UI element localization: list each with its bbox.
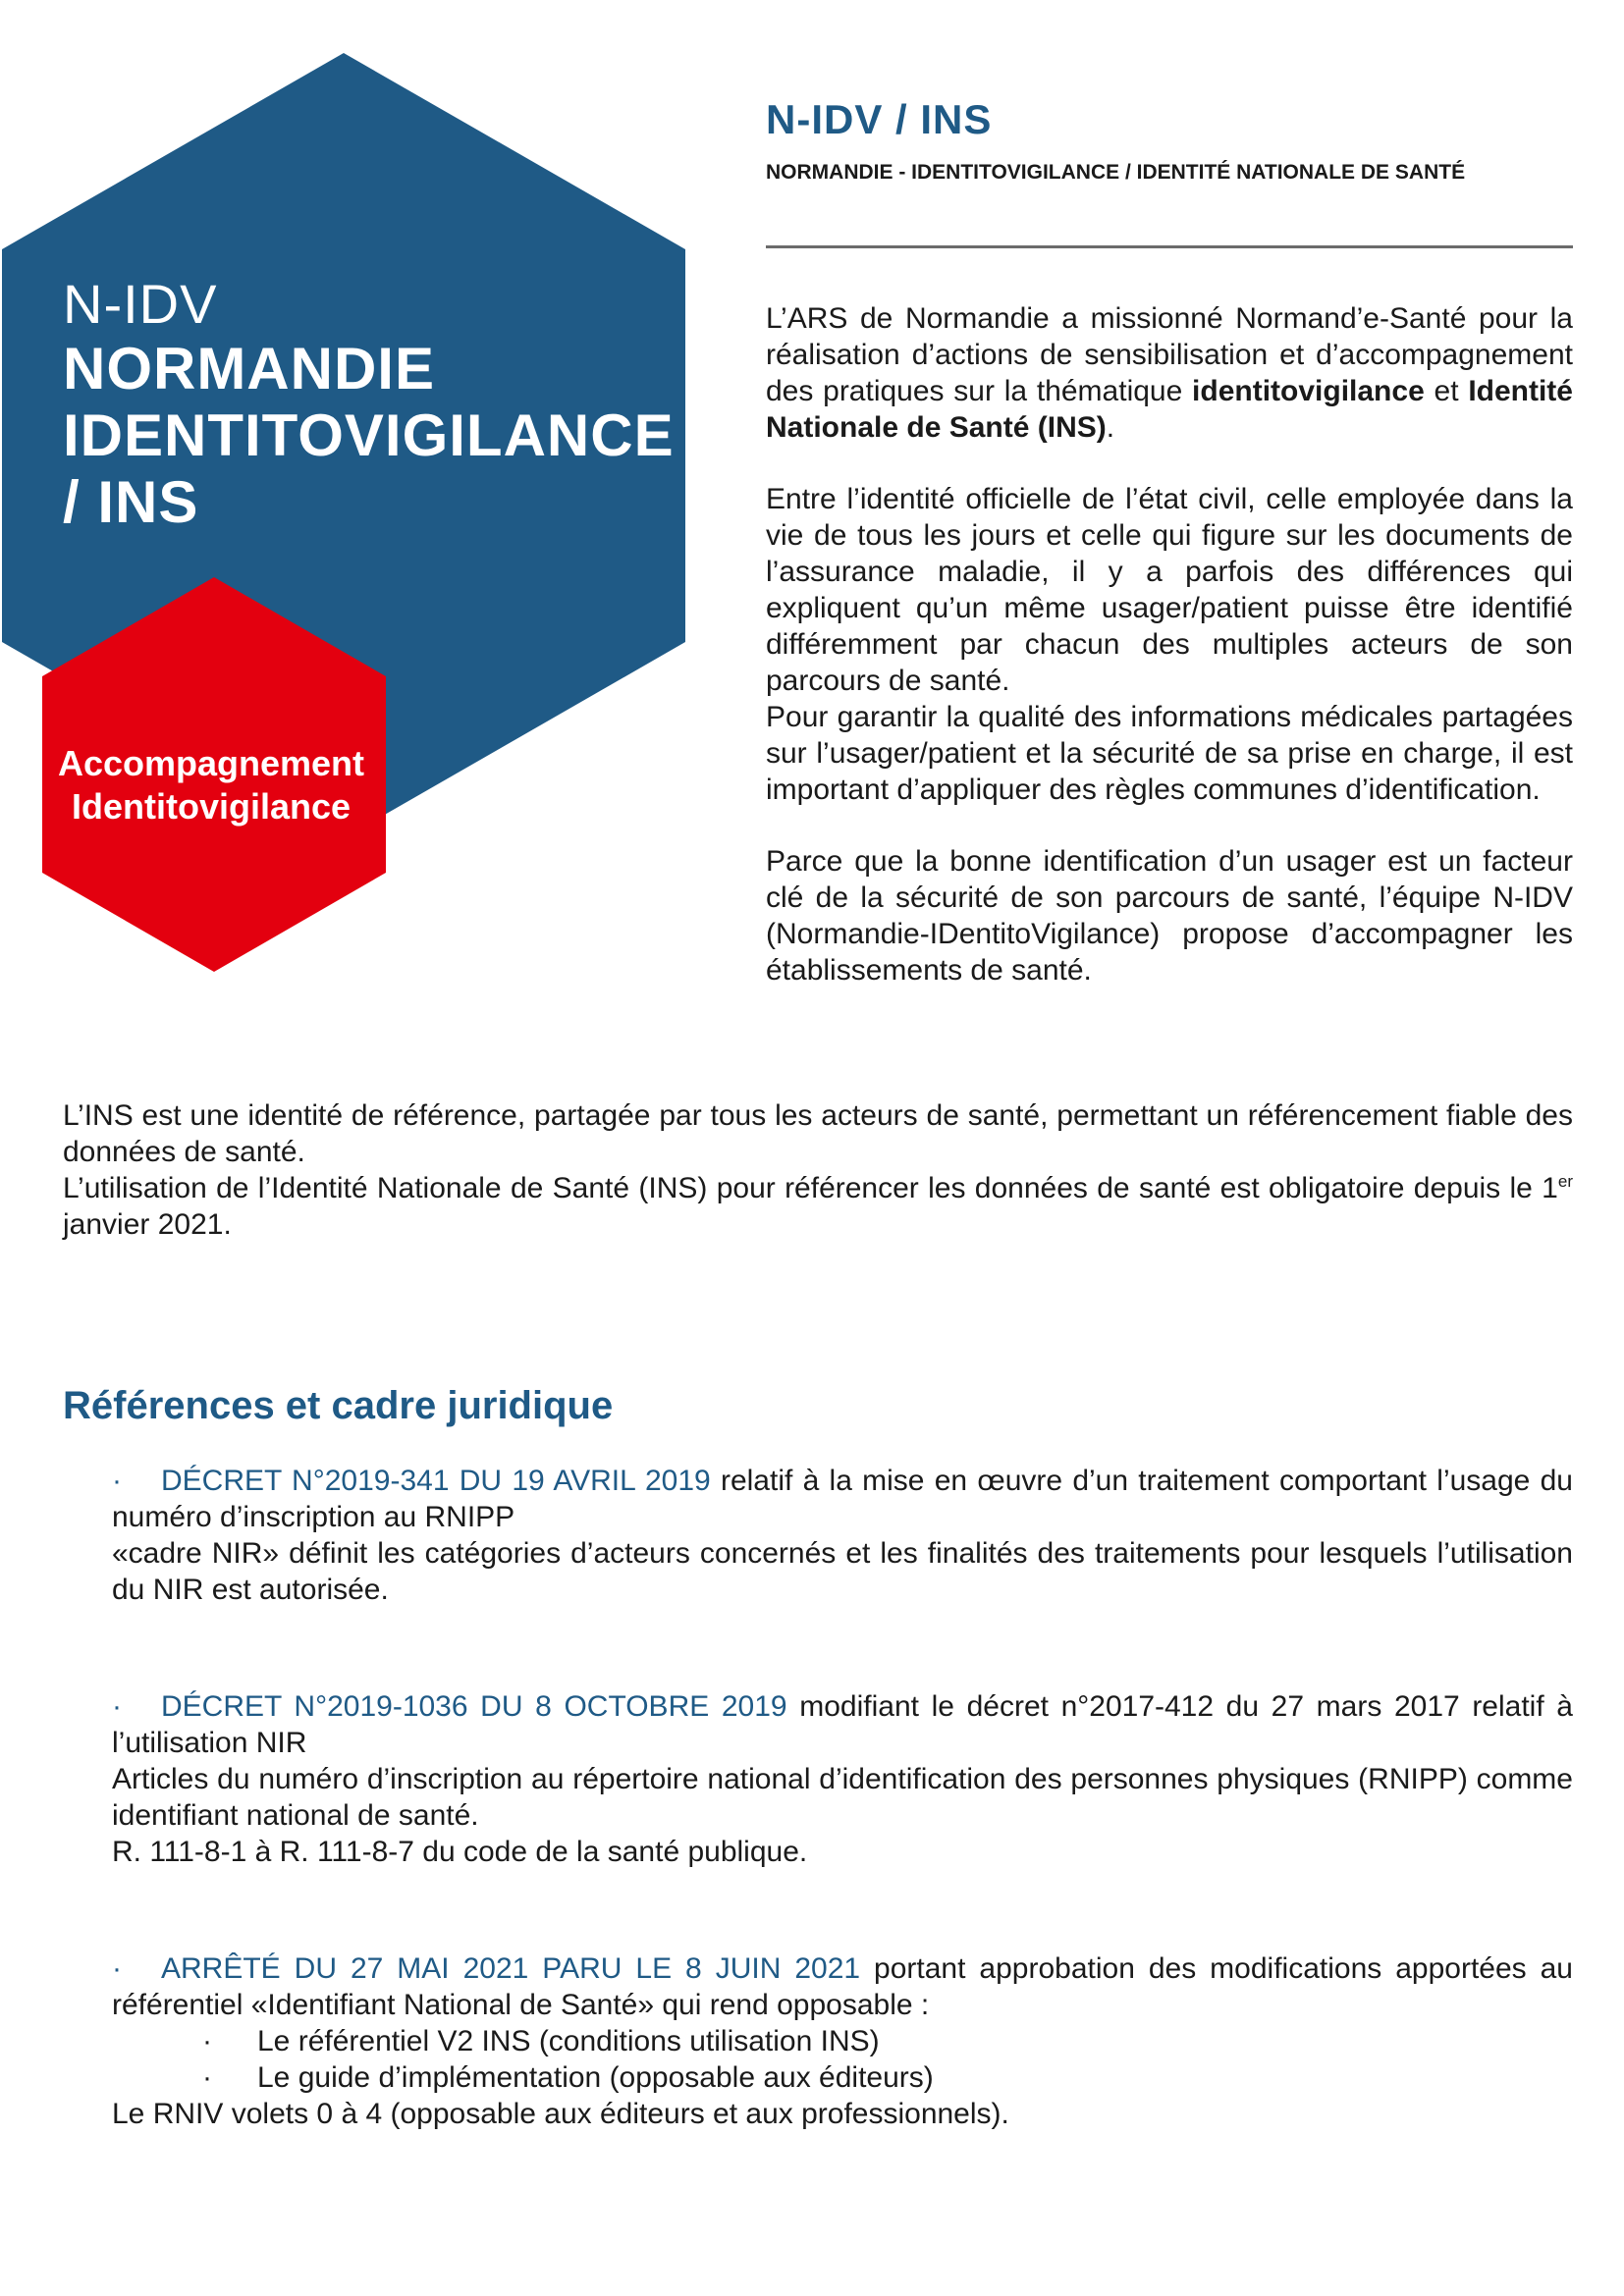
summary-paragraph-2 [63, 1170, 1573, 1243]
reference-detail: R. 111-8-1 à R. 111-8-7 du code de la santé publique. [112, 1836, 808, 1868]
reference-item-heading [112, 1463, 1573, 1535]
reference-item [112, 1950, 1573, 2132]
hero-title-line-3: / INS [63, 469, 199, 535]
reference-description: portant approbation des modifications apportées au référentiel «Identifiant National de Santé» qui rend opposable : [112, 1952, 1573, 2021]
references-heading: Références et cadre juridique [63, 1384, 614, 1427]
bullet-icon: · [112, 1690, 122, 1723]
badge-line-2: Identitovigilance [71, 786, 352, 827]
reference-detail: Le RNIV volets 0 à 4 (opposable aux éditeurs et aux professionnels). [112, 2098, 1009, 2130]
bullet-icon: · [112, 1465, 122, 1497]
references-list [112, 1463, 1573, 2213]
reference-item [112, 1463, 1573, 1608]
document-header [766, 96, 1573, 185]
intro-p1-keyword-ins: Identité Nationale de Santé (INS) [766, 375, 1573, 444]
bullet-icon: · [112, 1952, 122, 1985]
hero-title-line-2: IDENTITOVIGILANCE [63, 402, 675, 468]
reference-detail: «cadre NIR» définit les catégories d’acteurs concernés et les finalités des traitements pour lesquels l’utilisation du NIR est autorisée. [112, 1537, 1573, 1606]
sub-list-item [202, 2023, 1573, 2059]
bullet-icon: · [202, 2025, 212, 2057]
opposable-documents-list [112, 2023, 1573, 2096]
reference-label: DÉCRET N°2019-1036 DU 8 OCTOBRE 2019 [161, 1690, 787, 1723]
reference-item-heading [112, 1950, 1573, 2023]
hero-title-line-1: NORMANDIE [63, 336, 435, 401]
hero-prefix: N-IDV [63, 273, 218, 335]
document-subtitle: NORMANDIE - IDENTITOVIGILANCE / IDENTITÉ NATIONALE DE SANTÉ [766, 161, 1466, 184]
intro-p1-connector: et [1424, 375, 1469, 407]
accompaniment-badge [41, 742, 381, 828]
summary-paragraph-1: L’INS est une identité de référence, partagée par tous les acteurs de santé, permettant un référencement fiable des données de santé. [63, 1099, 1573, 1168]
ins-summary-section [63, 1097, 1573, 1243]
reference-item-heading [112, 1688, 1573, 1761]
intro-paragraph-1 [766, 300, 1573, 446]
sub-list-item-text: Le référentiel V2 INS (conditions utilisation INS) [257, 2025, 880, 2057]
summary-p2-superscript: er [1557, 1172, 1573, 1191]
intro-p1-text: L’ARS de Normandie a missionné Normand’e-Santé pour la réalisation d’actions de sensibilisation et d’accompagnement des pratiques sur la thématique [766, 302, 1573, 407]
reference-detail: Articles du numéro d’inscription au répertoire national d’identification des personnes physiques (RNIPP) comme identifiant national de santé. [112, 1763, 1573, 1832]
reference-item [112, 1688, 1573, 1870]
document-title: N-IDV / INS [766, 96, 993, 142]
reference-label: ARRÊTÉ DU 27 MAI 2021 PARU LE 8 JUIN 2021 [161, 1952, 861, 1985]
reference-label: DÉCRET N°2019-341 DU 19 AVRIL 2019 [161, 1465, 711, 1497]
intro-p1-end: . [1106, 411, 1115, 444]
reference-description: modifiant le décret n°2017-412 du 27 mars 2017 relatif à l’utilisation NIR [112, 1690, 1573, 1759]
summary-p2-text: L’utilisation de l’Identité Nationale de Santé (INS) pour référencer les données de santé est obligatoire depuis le 1 [63, 1172, 1558, 1204]
intro-p1-keyword-identitovigilance: identitovigilance [1192, 375, 1425, 407]
sub-list-item [202, 2059, 1573, 2096]
summary-p2-end: janvier 2021. [63, 1208, 232, 1241]
sub-list-item-text: Le guide d’implémentation (opposable aux éditeurs) [257, 2061, 934, 2094]
header-divider [766, 245, 1573, 248]
intro-paragraph-3: Pour garantir la qualité des informations médicales partagées sur l’usager/patient et la sécurité de sa prise en charge, il est important d’appliquer des règles communes d’identification. [766, 701, 1573, 806]
bullet-icon: · [202, 2061, 212, 2094]
badge-line-1: Accompagnement [57, 743, 365, 783]
intro-paragraph-4: Parce que la bonne identification d’un usager est un facteur clé de la sécurité de son parcours de santé, l’équipe N-IDV (Normandie-IDentitoVigilance) propose d’accompagner les établissements de santé. [766, 845, 1573, 987]
intro-section [766, 300, 1573, 1024]
reference-description: relatif à la mise en œuvre d’un traitement comportant l’usage du numéro d’inscription au RNIPP [112, 1465, 1573, 1533]
hero-title-block [63, 273, 675, 536]
intro-paragraph-2: Entre l’identité officielle de l’état civil, celle employée dans la vie de tous les jours et celle qui figure sur les documents de l’assurance maladie, il y a parfois des différences qui expliquent qu’un même usager/patient puisse être identifié différemment par chacun des multiples acteurs de son parcours de santé. [766, 483, 1573, 697]
